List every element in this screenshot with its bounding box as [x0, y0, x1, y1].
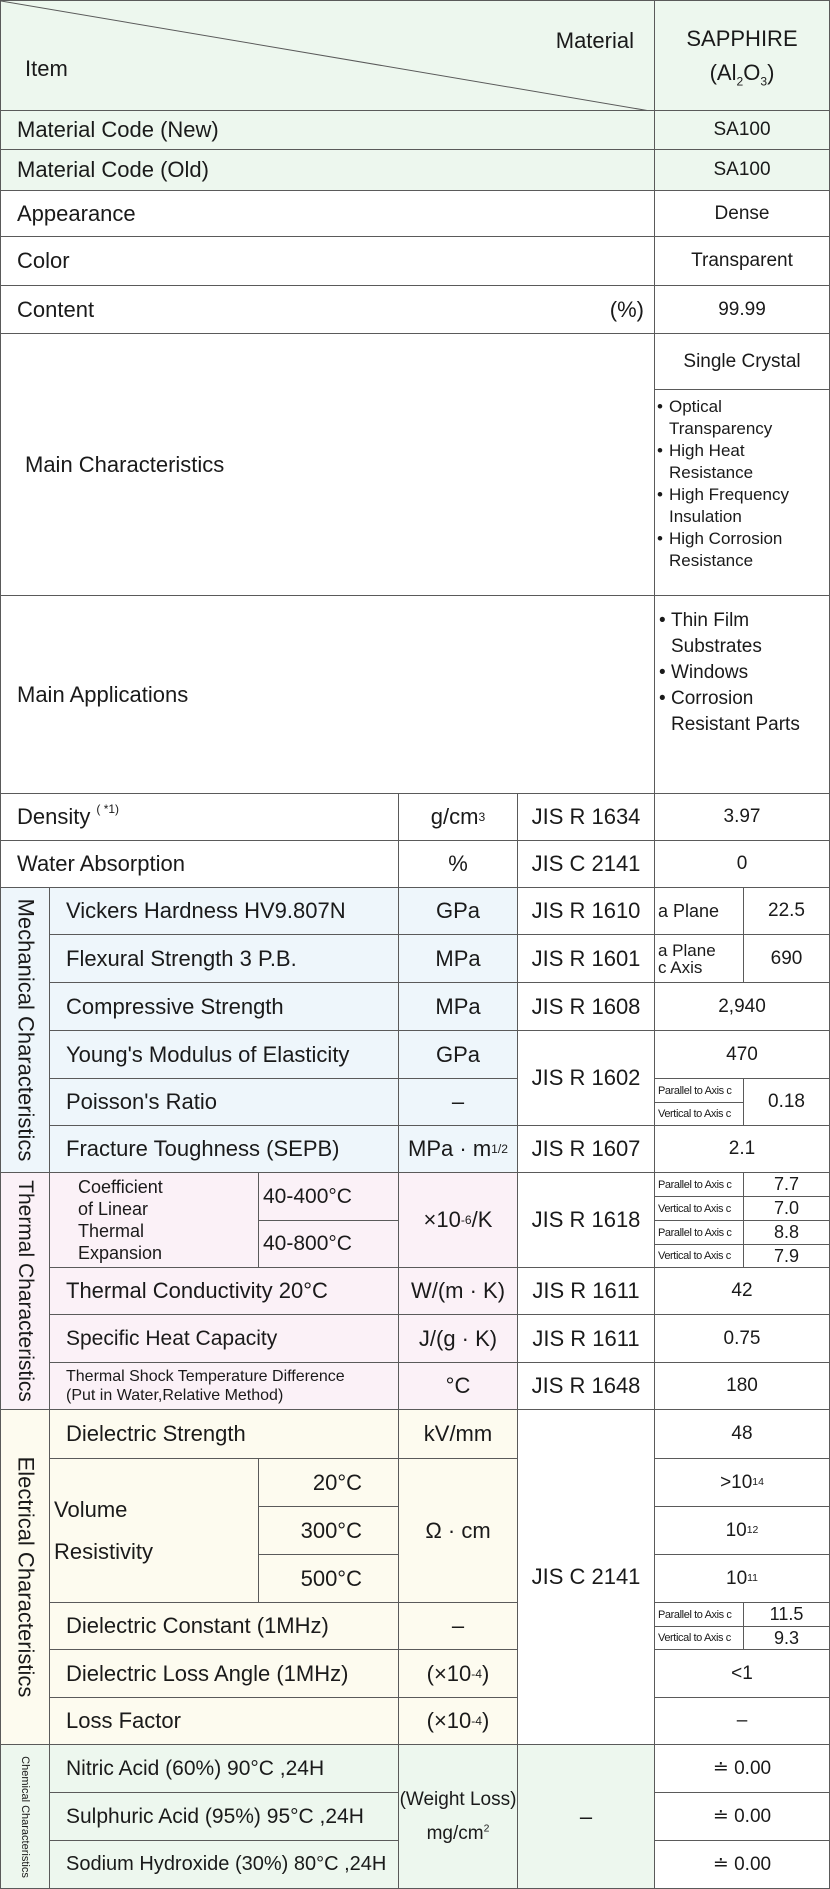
compressive-value: 2,940 — [654, 982, 830, 1031]
density-unit: g/cm 3 — [398, 793, 518, 841]
compressive-label: Compressive Strength — [49, 982, 399, 1031]
main-characteristics-title: Single Crystal — [655, 334, 829, 390]
material-code-old-value: SA100 — [654, 149, 830, 191]
thermal-conductivity-standard: JIS R 1611 — [517, 1267, 655, 1315]
sodium-hydroxide-value: ≐ 0.00 — [654, 1840, 830, 1889]
loss-factor-value: – — [654, 1697, 830, 1745]
cte-standard: JIS R 1618 — [517, 1172, 655, 1268]
flexural-label: Flexural Strength 3 P.B. — [49, 934, 399, 983]
density-label: Density ( *1) — [0, 793, 399, 841]
water-absorption-standard: JIS C 2141 — [517, 840, 655, 888]
fracture-standard: JIS R 1607 — [517, 1125, 655, 1173]
characteristic-item: • Optical Transparency — [657, 396, 827, 440]
dielectric-constant-condition: Vertical to Axis c — [654, 1626, 744, 1650]
electrical-standard: JIS C 2141 — [517, 1409, 655, 1745]
loss-angle-value: <1 — [654, 1649, 830, 1698]
characteristic-item: • High Frequency Insulation — [657, 484, 827, 528]
main-characteristics-value — [654, 333, 830, 596]
appearance-value: Dense — [654, 190, 830, 237]
water-absorption-value: 0 — [654, 840, 830, 888]
dielectric-constant-value: 9.3 — [743, 1626, 830, 1650]
vickers-value: 22.5 — [743, 887, 830, 935]
main-applications-label: Main Applications — [0, 595, 655, 794]
header-material-name-cell — [654, 0, 830, 111]
sodium-hydroxide-label: Sodium Hydroxide (30%) 80°C ,24H — [49, 1840, 399, 1889]
poisson-label: Poisson's Ratio — [49, 1078, 399, 1126]
heat-capacity-standard: JIS R 1611 — [517, 1314, 655, 1363]
material-code-new-label: Material Code (New) — [0, 110, 655, 150]
cte-condition: Vertical to Axis c — [654, 1196, 744, 1221]
loss-factor-label: Loss Factor — [49, 1697, 399, 1745]
content-value: 99.99 — [654, 285, 830, 334]
material-name: SAPPHIRE — [686, 25, 798, 51]
main-applications-list — [655, 596, 829, 738]
thermal-shock-unit: °C — [398, 1362, 518, 1410]
heat-capacity-label: Specific Heat Capacity — [49, 1314, 399, 1363]
water-absorption-label: Water Absorption — [0, 840, 399, 888]
chemical-unit: (Weight Loss) $mg/cm^2$ — [398, 1744, 518, 1889]
vickers-unit: GPa — [398, 887, 518, 935]
diagonal-divider — [1, 1, 655, 111]
loss-factor-unit: (×10 -4 ) — [398, 1697, 518, 1745]
poisson-unit: – — [398, 1078, 518, 1126]
header-item-label: Item — [25, 56, 68, 81]
cte-range-400: 40-400°C — [258, 1172, 399, 1221]
youngs-unit: GPa — [398, 1030, 518, 1079]
characteristic-item: • High Heat Resistance — [657, 440, 827, 484]
color-label: Color — [0, 236, 655, 286]
flexural-unit: MPa — [398, 934, 518, 983]
material-formula: $(Al_2O_3)$ — [709, 59, 775, 88]
main-characteristics-list — [655, 390, 829, 572]
loss-angle-label: Dielectric Loss Angle (1MHz) — [49, 1649, 399, 1698]
thermal-conductivity-label: Thermal Conductivity 20°C — [49, 1267, 399, 1315]
youngs-value: 470 — [654, 1030, 830, 1079]
volume-resistivity-value: >10 14 — [654, 1458, 830, 1507]
thermal-shock-label: Thermal Shock Temperature Difference (Put in Water,Relative Method) — [49, 1362, 399, 1410]
volume-resistivity-label: Volume Resistivity — [49, 1458, 259, 1603]
fracture-label: Fracture Toughness (SEPB) — [49, 1125, 399, 1173]
main-characteristics-label: Main Characteristics — [0, 333, 655, 596]
thermal-shock-value: 180 — [654, 1362, 830, 1410]
chemical-section-label: Chemical Characteristics — [0, 1744, 50, 1889]
electrical-section-label: Electrical Characteristics — [0, 1409, 50, 1745]
cte-range-800: 40-800°C — [258, 1220, 399, 1268]
application-item: • Corrosion Resistant Parts — [659, 686, 827, 738]
appearance-label: Appearance — [0, 190, 655, 237]
dielectric-constant-value: 11.5 — [743, 1602, 830, 1627]
volume-resistivity-temp: 20°C — [258, 1458, 399, 1507]
youngs-poisson-standard: JIS R 1602 — [517, 1030, 655, 1126]
cte-label: Coefficient of Linear Thermal Expansion — [49, 1172, 259, 1268]
material-code-new-value: SA100 — [654, 110, 830, 150]
cte-unit: ×10 -6 /K — [398, 1172, 518, 1268]
volume-resistivity-temp: 500°C — [258, 1554, 399, 1603]
flexural-value: 690 — [743, 934, 830, 983]
header-material-label: Material — [555, 28, 634, 53]
cte-value: 7.7 — [743, 1172, 830, 1197]
vickers-condition: a Plane — [654, 887, 744, 935]
volume-resistivity-temp: 300°C — [258, 1506, 399, 1555]
dielectric-strength-value: 48 — [654, 1409, 830, 1459]
dielectric-constant-unit: – — [398, 1602, 518, 1650]
flexural-condition: a Plane c Axis — [654, 934, 744, 983]
heat-capacity-unit: J/(g · K) — [398, 1314, 518, 1363]
volume-resistivity-unit: Ω · cm — [398, 1458, 518, 1603]
vickers-label: Vickers Hardness HV9.807N — [49, 887, 399, 935]
volume-resistivity-value: 10 12 — [654, 1506, 830, 1555]
chemical-standard: – — [517, 1744, 655, 1889]
vickers-standard: JIS R 1610 — [517, 887, 655, 935]
application-item: • Thin Film Substrates — [659, 608, 827, 660]
compressive-unit: MPa — [398, 982, 518, 1031]
characteristic-item: • High Corrosion Resistance — [657, 528, 827, 572]
thermal-conductivity-unit: W/(m · K) — [398, 1267, 518, 1315]
header-corner-cell — [0, 0, 655, 111]
main-applications-value — [654, 595, 830, 794]
volume-resistivity-value: 10 11 — [654, 1554, 830, 1603]
flexural-standard: JIS R 1601 — [517, 934, 655, 983]
poisson-condition-vertical: Vertical to Axis c — [654, 1102, 744, 1126]
cte-condition: Parallel to Axis c — [654, 1220, 744, 1245]
application-item: • Windows — [659, 660, 827, 686]
loss-angle-unit: (×10 -4 ) — [398, 1649, 518, 1698]
cte-value: 8.8 — [743, 1220, 830, 1245]
dielectric-strength-unit: kV/mm — [398, 1409, 518, 1459]
cte-value: 7.0 — [743, 1196, 830, 1221]
material-code-old-label: Material Code (Old) — [0, 149, 655, 191]
sulphuric-acid-value: ≐ 0.00 — [654, 1792, 830, 1841]
fracture-value: 2.1 — [654, 1125, 830, 1173]
water-absorption-unit: % — [398, 840, 518, 888]
youngs-label: Young's Modulus of Elasticity — [49, 1030, 399, 1079]
dielectric-constant-label: Dielectric Constant (1MHz) — [49, 1602, 399, 1650]
sulphuric-acid-label: Sulphuric Acid (95%) 95°C ,24H — [49, 1792, 399, 1841]
fracture-unit: MPa · m 1/2 — [398, 1125, 518, 1173]
nitric-acid-label: Nitric Acid (60%) 90°C ,24H — [49, 1744, 399, 1793]
dielectric-strength-label: Dielectric Strength — [49, 1409, 399, 1459]
heat-capacity-value: 0.75 — [654, 1314, 830, 1363]
density-standard: JIS R 1634 — [517, 793, 655, 841]
content-label: Content (%) — [0, 285, 655, 334]
nitric-acid-value: ≐ 0.00 — [654, 1744, 830, 1793]
thermal-conductivity-value: 42 — [654, 1267, 830, 1315]
content-unit: (%) — [609, 296, 644, 322]
density-value: 3.97 — [654, 793, 830, 841]
dielectric-constant-condition: Parallel to Axis c — [654, 1602, 744, 1627]
density-note: ( *1) — [96, 802, 120, 816]
thermal-section-label: Thermal Characteristics — [0, 1172, 50, 1410]
thermal-shock-standard: JIS R 1648 — [517, 1362, 655, 1410]
cte-condition: Parallel to Axis c — [654, 1172, 744, 1197]
mechanical-section-label: Mechanical Characteristics — [0, 887, 50, 1173]
color-value: Transparent — [654, 236, 830, 286]
poisson-condition-parallel: Parallel to Axis c — [654, 1078, 744, 1103]
compressive-standard: JIS R 1608 — [517, 982, 655, 1031]
poisson-value: 0.18 — [743, 1078, 830, 1126]
cte-value: 7.9 — [743, 1244, 830, 1268]
cte-condition: Vertical to Axis c — [654, 1244, 744, 1268]
